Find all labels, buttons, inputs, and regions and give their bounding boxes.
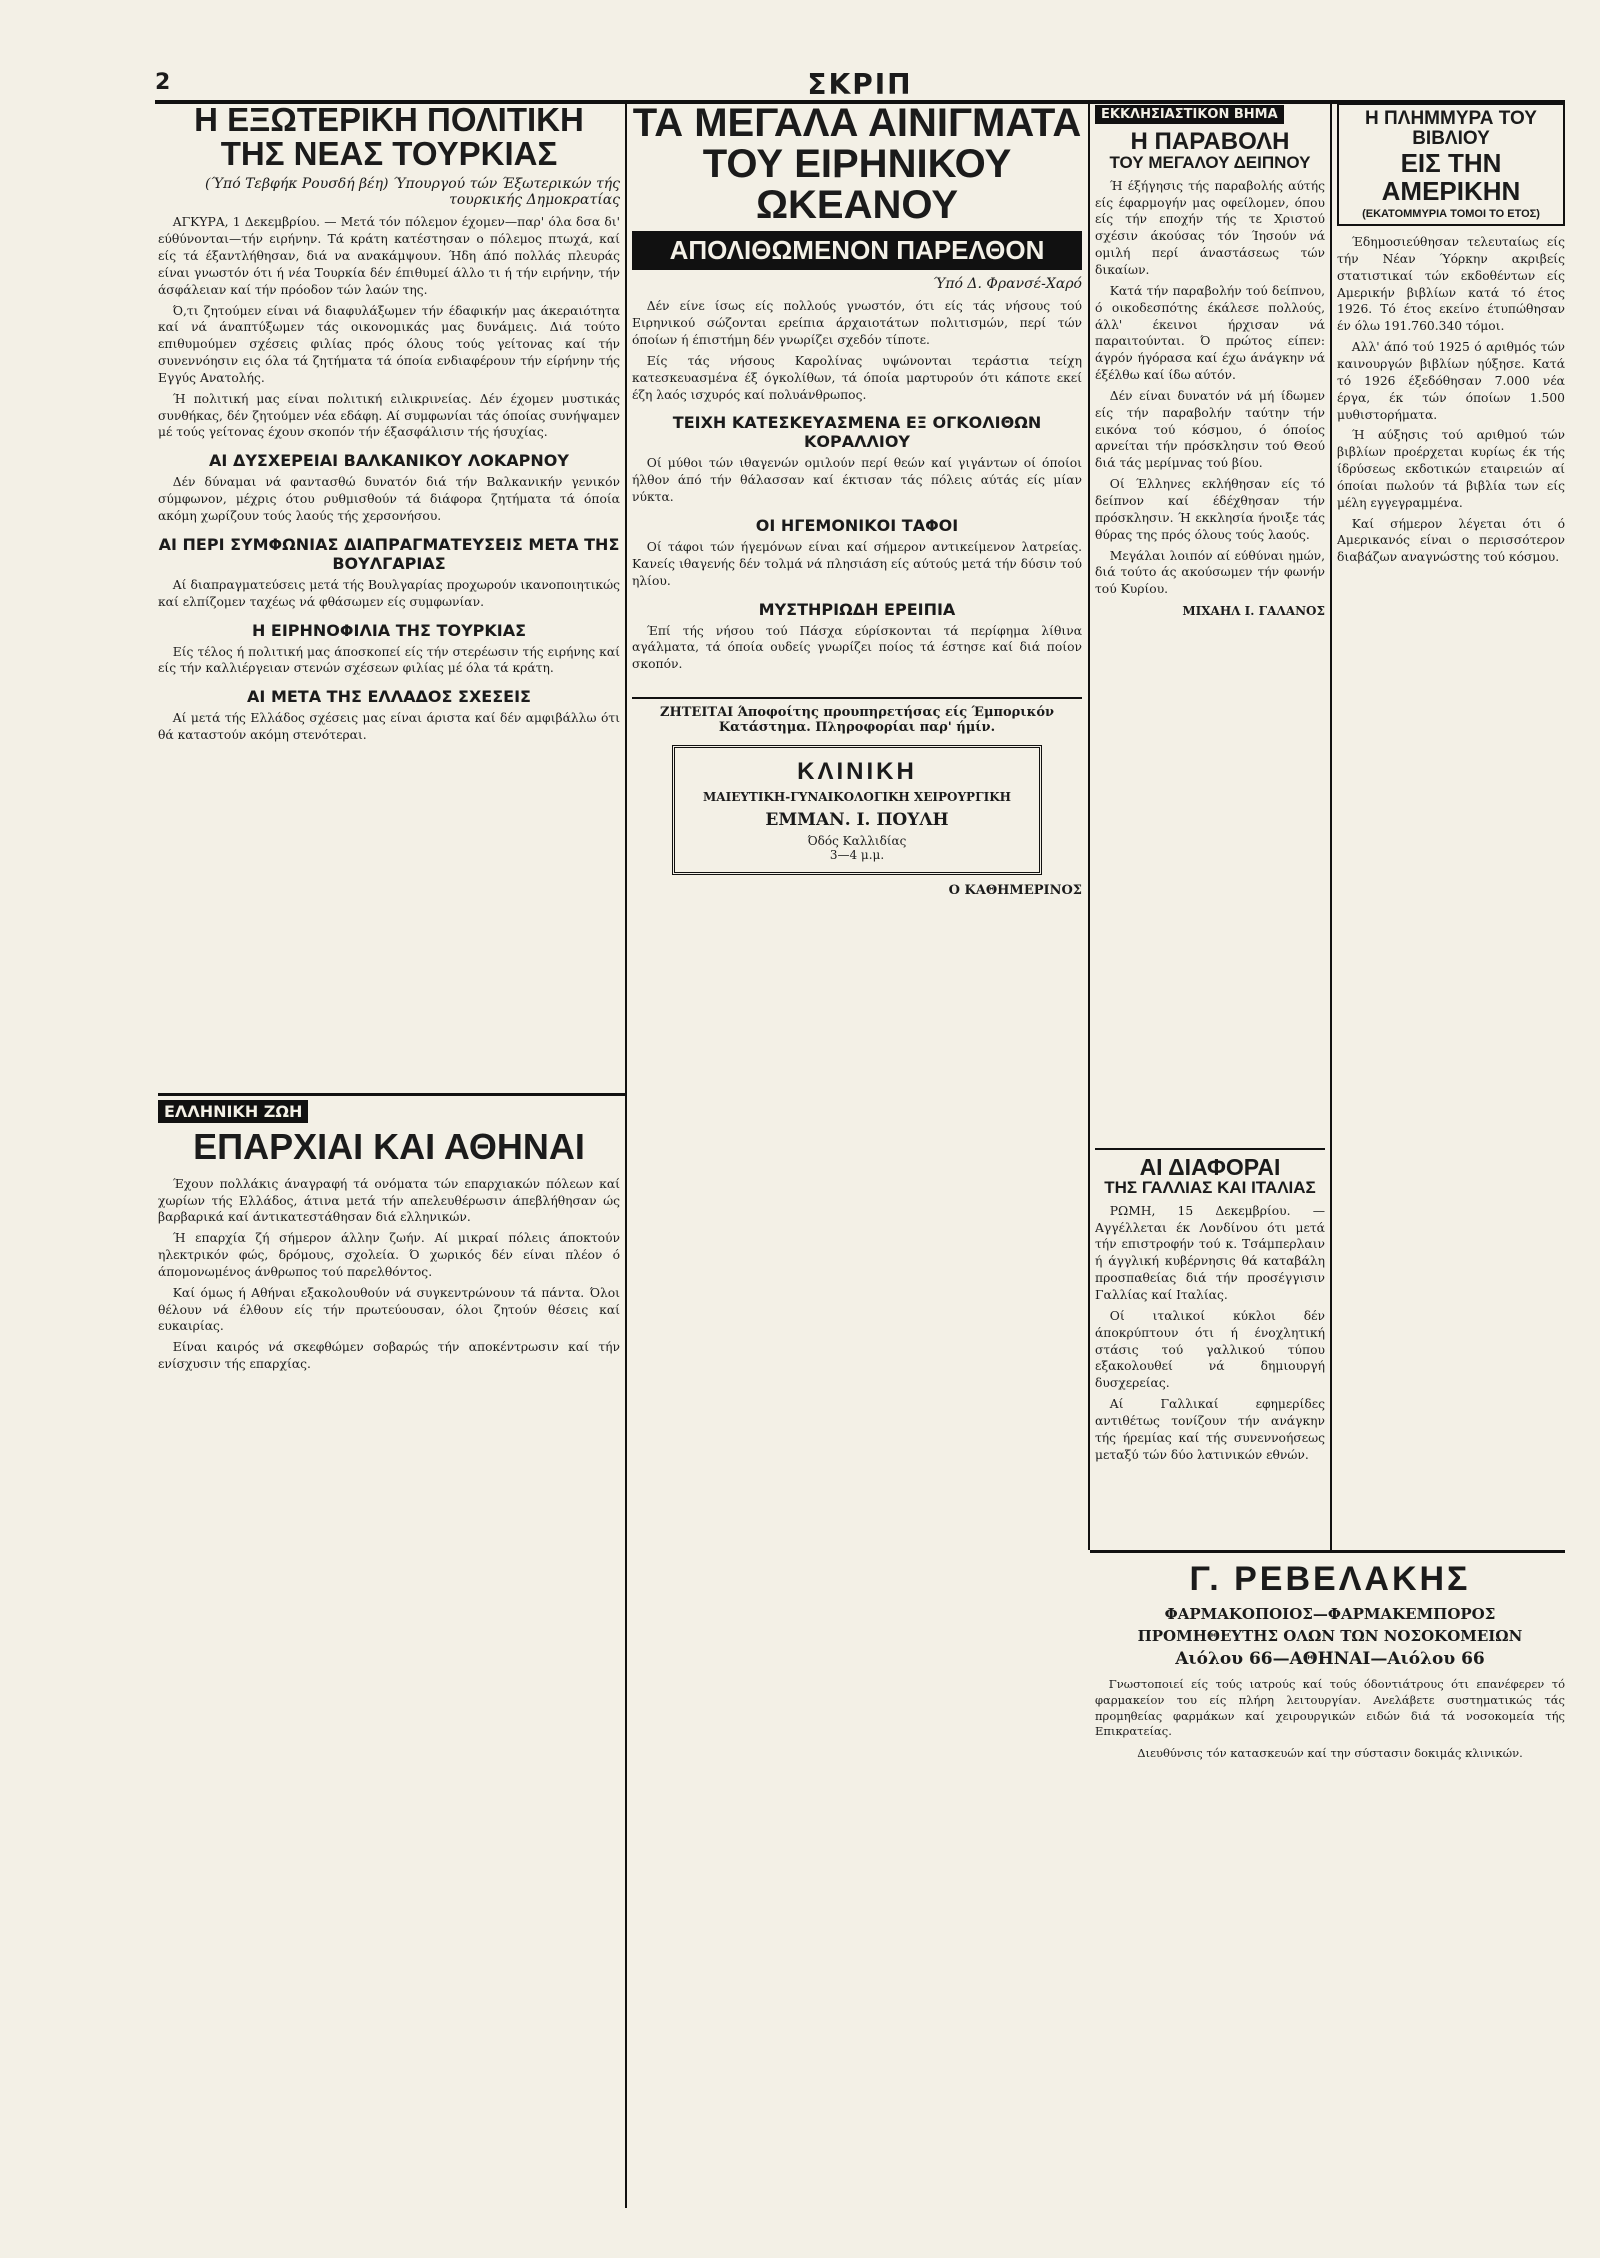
- paragraph: Αλλ' άπό τού 1925 ό αριθμός τών καινουργών βιβλίων ηύξησε. Κατά τό 1926 έξεδόθησαν 7.000 νέα έργα, έκ τών όποίων 1.500 μυθιστορήματα.: [1337, 340, 1565, 422]
- paragraph: Ή αύξησις τού αριθμού τών βιβλίων προέρχεται κυρίως έκ τής ίδρύσεως εκδοτικών εταιρειών αί όποίαι πωλούν τά βιβλία των είς μέλη εγγεγραμμένα.: [1337, 428, 1565, 510]
- headline: ΤΟΥ ΜΕΓΑΛΟΥ ΔΕΙΠΝΟΥ: [1109, 153, 1311, 173]
- section-greek-life: [158, 1100, 620, 2205]
- subheading: ΟΙ ΗΓΕΜΟΝΙΚΟΙ ΤΑΦΟΙ: [755, 515, 959, 535]
- paragraph: Αί μετά τής Ελλάδος σχέσεις μας είναι άριστα καί δέν αμφιβάλλω ότι θά καταστούν ακόμη στενότεραι.: [158, 711, 620, 743]
- masthead: [155, 70, 1565, 104]
- clinic-doctor: ΕΜΜΑΝ. Ι. ΠΟΥΛΗ: [765, 810, 949, 831]
- headline: ΤΑ ΜΕΓΑΛΑ ΑΙΝΙΓΜΑΤΑ: [632, 103, 1082, 145]
- subheading: ΑΙ ΜΕΤΑ ΤΗΣ ΕΛΛΑΔΟΣ ΣΧΕΣΕΙΣ: [247, 687, 531, 707]
- paragraph: Είς τάς νήσους Καρολίνας υψώνονται τεράστια τείχη κατεσκευασμένα έξ όγκολίθων, τά όποία μαρτυρούν ότι κάποτε εκεί έζη λαός ισχυρός καί πολυάνθρωπος.: [632, 353, 1082, 402]
- paragraph: Έπί τής νήσου τού Πάσχα εύρίσκονται τά περίφημα λίθινα αγάλματα, τά όποία ουδείς γνωρίζει ποίος τά έστησε καί διά ποίον σκοπόν.: [632, 623, 1082, 672]
- paragraph: Μεγάλαι λοιπόν αί εύθύναι ημών, διά τούτο άς ακούσωμεν τήν φωνήν τού Κυρίου.: [1095, 548, 1325, 597]
- column-divider: [625, 100, 627, 2208]
- paragraph: Δέν είναι δυνατόν νά μή ίδωμεν είς τήν παραβολήν ταύτην τήν εικόνα τού κόσμου, ό όποίος αρνείται τήν πρόσκλησιν τού Θεού διά τάς μερίμνας τού βίου.: [1095, 388, 1325, 471]
- subheading: ΤΕΙΧΗ ΚΑΤΕΣΚΕΥΑΣΜΕΝΑ ΕΞ ΟΓΚΟΛΙΘΩΝ ΚΟΡΑΛΛΙΟΥ: [672, 413, 1042, 452]
- paragraph: Οί τάφοι τών ήγεμόνων είναι καί σήμερον αντικείμενον λατρείας. Κανείς ιθαγενής δέν τολμά νά πλησιάση είς αύτούς μετά τήν δύσιν τού ηλίου.: [632, 539, 1082, 588]
- paragraph: Αί Γαλλικαί εφημερίδες αντιθέτως τονίζουν τήν ανάγκην τής ήρεμίας καί τής συνεννοήσεως μεταξύ τών δύο λατινικών εθνών.: [1095, 1397, 1325, 1462]
- paragraph: Κατά τήν παραβολήν τού δείπνου, ό οικοδεσπότης έκάλεσε πολλούς, άλλ' έκεινοι ήρχισαν νά παραιτούνται. Ό πρώτος είπεν: άγρόν ήγόρασα καί έχω άνάγκην νά έξέλθω καί ίδω αύτόν.: [1095, 283, 1325, 383]
- subheading: ΑΙ ΔΥΣΧΕΡΕΙΑΙ ΒΑΛΚΑΝΙΚΟΥ ΛΟΚΑΡΝΟΥ: [209, 451, 569, 471]
- paragraph: Είς τέλος ή πολιτική μας άποσκοπεί είς τήν στερέωσιν τής ειρήνης καί είς τήν καλλιέργειαν στενών σχέσεων φιλίας μέ όλα τά κράτη.: [158, 644, 620, 676]
- paragraph: Οί μύθοι τών ιθαγενών ομιλούν περί θεών καί γιγάντων οί όποίοι ήλθον άπό τήν θάλασσαν καί έκτισαν τάς πόλεις αύτάς είς μίαν νύκτα.: [632, 456, 1082, 505]
- pharmacy-address: Αιόλου 66—ΑΘΗΝΑΙ—Αιόλου 66: [1175, 1649, 1485, 1669]
- article-church: [1095, 103, 1325, 1143]
- paragraph: Καί σήμερον λέγεται ότι ό Αμερικανός είναι ο περισσότερον διαβάζων αναγνώστης τού κόσμου.: [1337, 516, 1565, 565]
- headline: ΑΙ ΔΙΑΦΟΡΑΙ: [1139, 1154, 1281, 1180]
- paragraph: Δέν είνε ίσως είς πολλούς γνωστόν, ότι είς τάς νήσους τού Ειρηνικού σώζονται ερείπια άρχαιοτάτων πολιτισμών, περί τών όποίων ή έπιστήμη δέν γνωρίζει σχεδόν τίποτε.: [632, 299, 1082, 348]
- byline: (Ύπό Τεβφήκ Ρουσδή βέη) Ύπουργού τών Έξωτερικών τής τουρκικής Δημοκρατίας: [204, 176, 620, 209]
- section-divider: [158, 1093, 625, 1096]
- headline: Η ΠΛΗΜΜΥΡΑ ΤΟΥ ΒΙΒΛΙΟΥ: [1365, 108, 1537, 149]
- pharmacy-name: Γ. ΡΕΒΕΛΑΚΗΣ: [1189, 1560, 1471, 1598]
- paragraph: Ό,τι ζητούμεν είναι νά διαφυλάξωμεν τήν έδαφικήν μας άκεραιότητα καί νά άναπτύξωμεν τάς οικονομικάς μας δυνάμεις. Διά τούτο επιθυμούμεν σχέσεις φιλίας πρός όλους τούς γείτονας καί τήν συνεννόησιν εις όλα τά ζητήματα τά όποία ενδιαφέρουν τήν είρήνην τής Εγγύς Ανατολής.: [158, 303, 620, 385]
- paper-name: ΣΚΡΙΠ: [807, 68, 913, 101]
- paragraph: Αί διαπραγματεύσεις μετά τής Βουλγαρίας προχωρούν ικανοποιητικώς καί ελπίζομεν ταχέως νά φθάσωμεν είς συμφωνίαν.: [158, 577, 620, 609]
- byline: Ύπό Δ. Φρανσέ-Χαρό: [932, 276, 1082, 293]
- page-number: 2: [155, 70, 171, 95]
- article-books: [1337, 103, 1565, 1543]
- pharmacy-ad: [1095, 1560, 1565, 1840]
- clinic-address: Όδός Καλλιδίας: [807, 834, 907, 849]
- paragraph: Καί όμως ή Αθήναι εξακολουθούν νά συγκεντρώνουν τά πάντα. Όλοι θέλουν νά έλθουν είς τήν πρωτεύουσαν, όλοι ζητούν θέσεις καί ευκαιρίας.: [158, 1285, 620, 1334]
- credit: Ο ΚΑΘΗΜΕΡΙΝΟΣ: [948, 883, 1082, 899]
- section-kicker: ΕΚΚΛΗΣΙΑΣΤΙΚΟΝ ΒΗΜΑ: [1095, 105, 1284, 124]
- paragraph: Ή επαρχία ζή σήμερον άλλην ζωήν. Αί μικραί πόλεις άποκτούν ηλεκτρικόν φώς, δρόμους, σχολεία. Ό χωρικός δέν είναι πλέον ό άπομονωμένος άνθρωπος τού παρελθόντος.: [158, 1231, 620, 1279]
- paragraph: Είναι καιρός νά σκεφθώμεν σοβαρώς τήν αποκέντρωσιν καί τήν ενίσχυσιν τής επαρχίας.: [158, 1340, 620, 1372]
- article-pacific: [632, 103, 1082, 2208]
- paragraph: Οί Έλληνες εκλήθησαν είς τό δείπνον καί έδέχθησαν τήν πρόσκλησιν. Ή εκκλησία ήνοιξε τάς θύρας της πρός όλους τούς λαούς.: [1095, 477, 1325, 542]
- subheading: Η ΕΙΡΗΝΟΦΙΛΙΑ ΤΗΣ ΤΟΥΡΚΙΑΣ: [251, 620, 527, 640]
- paragraph: Ή έξήγησις τής παραβολής αύτής είς έφαρμογήν μας οφείλομεν, όπου είς τήν εποχήν τής τε Χριστού σχέσιν άκούσας τόν Ίησούν νά ομιλή περί άναστάσεως τών δικαίων.: [1095, 178, 1325, 278]
- paragraph: Έδημοσιεύθησαν τελευταίως είς τήν Νέαν Ύόρκην ακριβείς στατιστικαί τών εκδοθέντων είς Αμερικήν βιβλίων κατά τό έτος 1926. Τό έτος εκείνο έτυπώθησαν έν όλω 191.760.340 τόμοι.: [1337, 235, 1565, 334]
- article-turkey: [158, 103, 620, 1088]
- subheading: ΑΙ ΠΕΡΙ ΣΥΜΦΩΝΙΑΣ ΔΙΑΠΡΑΓΜΑΤΕΥΣΕΙΣ ΜΕΤΑ ΤΗΣ ΒΟΥΛΓΑΡΙΑΣ: [158, 534, 620, 573]
- paragraph: Έχουν πολλάκις άναγραφή τά ονόματα τών επαρχιακών πόλεων καί χωρίων τής Ελλάδος, άτινα μετά τήν απελευθέρωσιν άπεβλήθησαν ώς βαρβαρικά καί άντικατεστάθησαν διά ελληνικών.: [158, 1176, 620, 1225]
- headline: ΕΙΣ ΤΗΝ ΑΜΕΡΙΚΗΝ: [1381, 147, 1521, 207]
- headline: Η ΠΑΡΑΒΟΛΗ: [1130, 128, 1290, 155]
- paragraph: ΡΩΜΗ, 15 Δεκεμβρίου. — Αγγέλλεται έκ Λονδίνου ότι μετά τήν επιστροφήν τού κ. Τσάμπερλαιν ή άγγλική κυβέρνησις θά καταβάλη προσπαθείας διά τήν προσέγγισιν Γαλλίας καί Ιταλίας.: [1095, 1203, 1325, 1302]
- clinic-ad: [672, 745, 1042, 875]
- signature: ΜΙΧΑΗΛ Ι. ΓΑΛΑΝΟΣ: [1182, 604, 1325, 619]
- headline-box: [1337, 103, 1565, 226]
- deck: (ΕΚΑΤΟΜΜΥΡΙΑ ΤΟΜΟΙ ΤΟ ΕΤΟΣ): [1362, 208, 1540, 221]
- paragraph: Δέν δύναμαι νά φαντασθώ δυνατόν διά τήν Βαλκανικήν γενικόν σύμφωνον, μέχρις ότου ρυθμισθούν τά διάφορα ζητήματα τά όποία ακόμη χωρίζουν τούς λαούς τής χερσονήσου.: [158, 475, 620, 523]
- pharmacy-line2: ΠΡΟΜΗΘΕΥΤΗΣ ΟΛΩΝ ΤΩΝ ΝΟΣΟΚΟΜΕΙΩΝ: [1137, 1627, 1523, 1645]
- column-divider: [1088, 100, 1090, 1550]
- headline: Η ΕΞΩΤΕΡΙΚΗ ΠΟΛΙΤΙΚΗ ΤΗΣ ΝΕΑΣ ΤΟΥΡΚΙΑΣ: [194, 103, 584, 172]
- clinic-subtitle: ΜΑΙΕΥΤΙΚΗ-ΓΥΝΑΙΚΟΛΟΓΙΚΗ ΧΕΙΡΟΥΡΓΙΚΗ: [703, 790, 1011, 805]
- pharmacy-line1: ΦΑΡΜΑΚΟΠΟΙΟΣ—ΦΑΡΜΑΚΕΜΠΟΡΟΣ: [1164, 1605, 1496, 1623]
- paragraph: Ή πολιτική μας είναι πολιτική ειλικρινείας. Δέν έχομεν μυστικάς συνθήκας, δέν ζητούμεν νέα εδάφη. Αί συμφωνίαι τάς όποίας συνήψαμεν μέ τούς γείτονας έχουν σκοπόν τήν έξασφάλισιν τής ήσυχίας.: [158, 391, 620, 440]
- subheading: ΜΥΣΤΗΡΙΩΔΗ ΕΡΕΙΠΙΑ: [758, 599, 956, 619]
- classified-ad: ΖΗΤΕΙΤΑΙ Άποφοίτης προυπηρετήσας είς Έμπορικόν Κατάστημα. Πληροφορίαι παρ' ήμίν.: [632, 697, 1082, 735]
- headline: ΤΗΣ ΓΑΛΛΙΑΣ ΚΑΙ ΙΤΑΛΙΑΣ: [1104, 1178, 1316, 1198]
- paragraph: Οί ιταλικοί κύκλοι δέν άποκρύπτουν ότι ή ένοχλητική στάσις τού γαλλικού τύπου εξακολουθεί νά δημιουργή δυσχερείας.: [1095, 1308, 1325, 1391]
- top-rule: [1095, 1148, 1325, 1150]
- pharmacy-text: Γνωστοποιεί είς τούς ιατρούς καί τούς όδοντιάτρους ότι επανέφερεν τό φαρμακείον του είς πλήρη λειτουργίαν. Ανελάβετε συστηματικώς τάς προμηθείας φαρμάκων καί χειρουργικών ειδών διά τά νοσοκομεία τής Επικρατείας.: [1095, 1677, 1565, 1739]
- headline: ΤΟΥ ΕΙΡΗΝΙΚΟΥ ΩΚΕΑΝΟΥ: [702, 141, 1012, 227]
- section-kicker: ΕΛΛΗΝΙΚΗ ΖΩΗ: [158, 1100, 308, 1123]
- headline: ΕΠΑΡΧΙΑΙ ΚΑΙ ΑΘΗΝΑΙ: [193, 1126, 585, 1167]
- clinic-title: ΚΛΙΝΙΚΗ: [797, 758, 917, 786]
- paragraph: ΑΓΚΥΡΑ, 1 Δεκεμβρίου. — Μετά τόν πόλεμον έχομεν—παρ' όλα δσα δι' εύθύνονται—τήν ειρήνην. Τά κράτη κατέστησαν ο πόλεμος πτωχά, καί είς τά έξαντλήθησαν, διά να ανακάμψουν. Ήδη άπό πολλάς πλευράς είναι γνωστόν ότι ή νέα Τουρκία δέν έπιθυμεί άλλο τι ή τήν ειρήνην, τήν άσφάλειαν καί τήν πρόοδον τών λαών της.: [158, 215, 620, 297]
- section-divider: [1090, 1550, 1565, 1553]
- article-france-italy: [1095, 1148, 1325, 1546]
- clinic-hours: 3—4 μ.μ.: [829, 848, 885, 863]
- column-divider: [1330, 100, 1332, 1550]
- pharmacy-footer: Διευθύνσις τόν κατασκευών καί την σύστασιν δοκιμάς κλινικών.: [1137, 1746, 1523, 1760]
- banner: ΑΠΟΛΙΘΩΜΕΝΟΝ ΠΑΡΕΛΘΟΝ: [632, 231, 1082, 270]
